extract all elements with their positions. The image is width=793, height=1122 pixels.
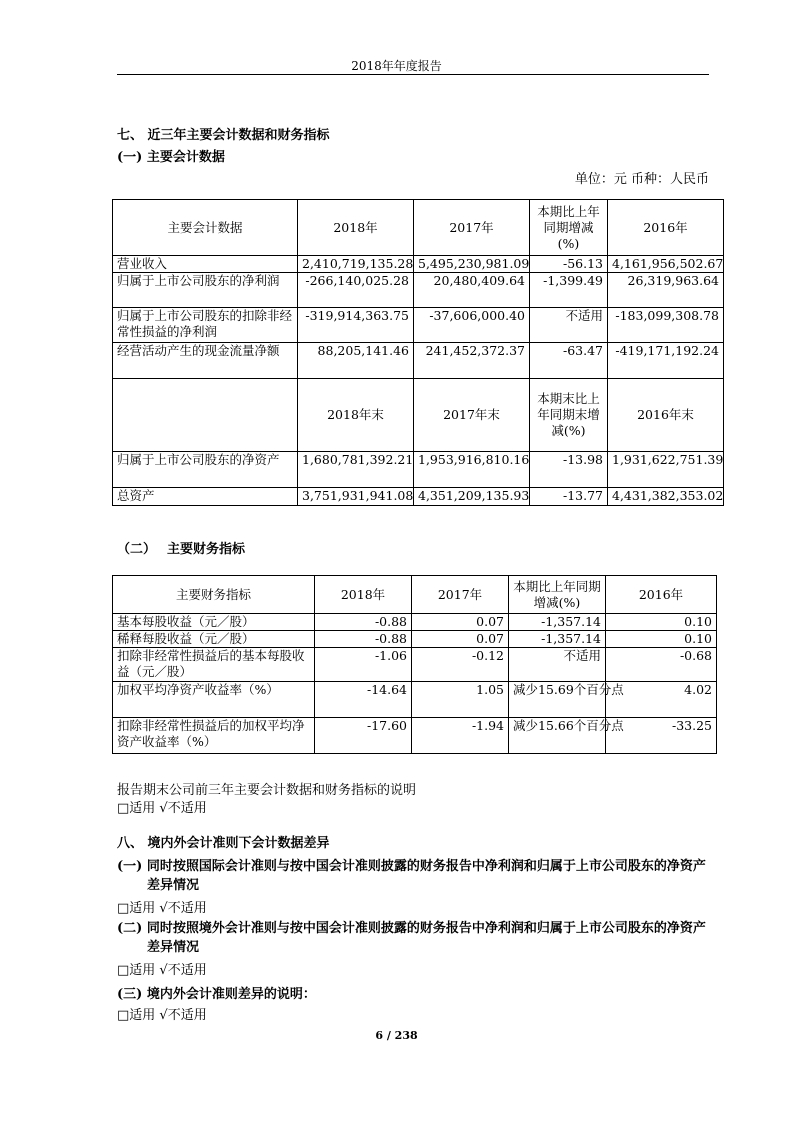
header-cell: 2017年 <box>414 200 530 256</box>
row-label: 营业收入 <box>113 256 298 273</box>
table-row <box>113 648 717 682</box>
header-cell: 本期比上年同期增减(%) <box>509 576 606 614</box>
cell-value: -1,357.14 <box>509 614 606 631</box>
cell-value: 1,680,781,392.21 <box>298 452 414 488</box>
cell-value: 0.10 <box>606 614 717 631</box>
financial-indicators-table <box>112 575 717 754</box>
cell-value: -419,171,192.24 <box>608 343 724 379</box>
table-header-row <box>113 200 724 256</box>
cell-value: 1,931,622,751.39 <box>608 452 724 488</box>
row-label: 归属于上市公司股东的净利润 <box>113 273 298 308</box>
table-row <box>113 452 724 488</box>
row-label: 基本每股收益（元／股） <box>113 614 315 631</box>
cell-value: -319,914,363.75 <box>298 308 414 343</box>
header-cell: 2016年 <box>608 200 724 256</box>
row-label: 加权平均净资产收益率（%） <box>113 682 315 718</box>
page-number: 6 / 238 <box>375 1029 418 1042</box>
header-cell <box>113 379 298 452</box>
cell-value: -13.98 <box>530 452 608 488</box>
item1-check: □适用 √不适用 <box>117 901 207 916</box>
table-row <box>113 718 717 754</box>
cell-value: 4,431,382,353.02 <box>608 488 724 506</box>
cell-value: -37,606,000.40 <box>414 308 530 343</box>
section7-sub1-title: (一) 主要会计数据 <box>117 150 225 165</box>
cell-value: 0.07 <box>412 614 509 631</box>
cell-value: 20,480,409.64 <box>414 273 530 308</box>
section7-title: 七、 近三年主要会计数据和财务指标 <box>117 128 330 143</box>
row-label: 归属于上市公司股东的扣除非经常性损益的净利润 <box>113 308 298 343</box>
note-text: 报告期末公司前三年主要会计数据和财务指标的说明 <box>117 783 417 798</box>
unit-label: 单位：元 币种：人民币 <box>574 172 709 187</box>
cell-value: 0.07 <box>412 631 509 648</box>
cell-value: 2,410,719,135.28 <box>298 256 414 273</box>
header-cell: 2018年 <box>315 576 412 614</box>
cell-value: -1,357.14 <box>509 631 606 648</box>
cell-value: -1,399.49 <box>530 273 608 308</box>
section8-item3-title: (三) 境内外会计准则差异的说明： <box>117 987 316 1002</box>
table-row <box>113 631 717 648</box>
cell-value: 88,205,141.46 <box>298 343 414 379</box>
section8-title: 八、 境内外会计准则下会计数据差异 <box>117 836 330 851</box>
cell-value: -1.94 <box>412 718 509 754</box>
cell-value: -1.06 <box>315 648 412 682</box>
row-label: 总资产 <box>113 488 298 506</box>
cell-value: 4,161,956,502.67 <box>608 256 724 273</box>
page-header-title: 2018年年度报告 <box>351 59 442 73</box>
cell-value: 1.05 <box>412 682 509 718</box>
table-header-row-2 <box>113 379 724 452</box>
row-label: 扣除非经常性损益后的基本每股收益（元／股） <box>113 648 315 682</box>
cell-value: -183,099,308.78 <box>608 308 724 343</box>
table-row <box>113 256 724 273</box>
cell-value: 减少15.69个百分点 <box>509 682 606 718</box>
cell-value: 5,495,230,981.09 <box>414 256 530 273</box>
cell-value: -0.88 <box>315 614 412 631</box>
cell-value: -56.13 <box>530 256 608 273</box>
section8-item1-title: (一) 同时按照国际会计准则与按中国会计准则披露的财务报告中净利润和归属于上市公司股东的净资产差异情况 <box>117 859 706 893</box>
cell-value: 减少15.66个百分点 <box>509 718 606 754</box>
cell-value: 1,953,916,810.16 <box>414 452 530 488</box>
row-label: 归属于上市公司股东的净资产 <box>113 452 298 488</box>
header-cell: 2018年 <box>298 200 414 256</box>
cell-value: -266,140,025.28 <box>298 273 414 308</box>
item2-check: □适用 √不适用 <box>117 963 207 978</box>
header-rule <box>117 74 709 75</box>
row-label: 扣除非经常性损益后的加权平均净资产收益率（%） <box>113 718 315 754</box>
cell-value: -0.12 <box>412 648 509 682</box>
table-row <box>113 343 724 379</box>
row-label: 稀释每股收益（元／股） <box>113 631 315 648</box>
cell-value: -17.60 <box>315 718 412 754</box>
table-row <box>113 308 724 343</box>
cell-value: -0.68 <box>606 648 717 682</box>
accounting-data-table <box>112 199 724 506</box>
cell-value: 0.10 <box>606 631 717 648</box>
cell-value: 不适用 <box>530 308 608 343</box>
note-check: □适用 √不适用 <box>117 801 207 816</box>
header-cell: 2016年末 <box>608 379 724 452</box>
cell-value: 4,351,209,135.93 <box>414 488 530 506</box>
item3-check: □适用 √不适用 <box>117 1008 207 1023</box>
table-header-row <box>113 576 717 614</box>
header-cell: 本期末比上年同期末增减(%) <box>530 379 608 452</box>
header-cell: 主要会计数据 <box>113 200 298 256</box>
cell-value: 不适用 <box>509 648 606 682</box>
header-cell: 2017年末 <box>414 379 530 452</box>
cell-value: 241,452,372.37 <box>414 343 530 379</box>
table-row <box>113 488 724 506</box>
header-cell: 2017年 <box>412 576 509 614</box>
cell-value: -33.25 <box>606 718 717 754</box>
section8-item2-title: (二) 同时按照境外会计准则与按中国会计准则披露的财务报告中净利润和归属于上市公司股东的净资产差异情况 <box>117 921 706 955</box>
header-cell: 主要财务指标 <box>113 576 315 614</box>
cell-value: -0.88 <box>315 631 412 648</box>
cell-value: 26,319,963.64 <box>608 273 724 308</box>
cell-value: -14.64 <box>315 682 412 718</box>
header-cell: 2016年 <box>606 576 717 614</box>
header-cell: 本期比上年同期增减(%) <box>530 200 608 256</box>
cell-value: 4.02 <box>606 682 717 718</box>
cell-value: 3,751,931,941.08 <box>298 488 414 506</box>
header-cell: 2018年末 <box>298 379 414 452</box>
table-row <box>113 273 724 308</box>
cell-value: -13.77 <box>530 488 608 506</box>
table-row <box>113 682 717 718</box>
section7-sub2-title: （二） 主要财务指标 <box>117 542 246 557</box>
cell-value: -63.47 <box>530 343 608 379</box>
row-label: 经营活动产生的现金流量净额 <box>113 343 298 379</box>
table-row <box>113 614 717 631</box>
